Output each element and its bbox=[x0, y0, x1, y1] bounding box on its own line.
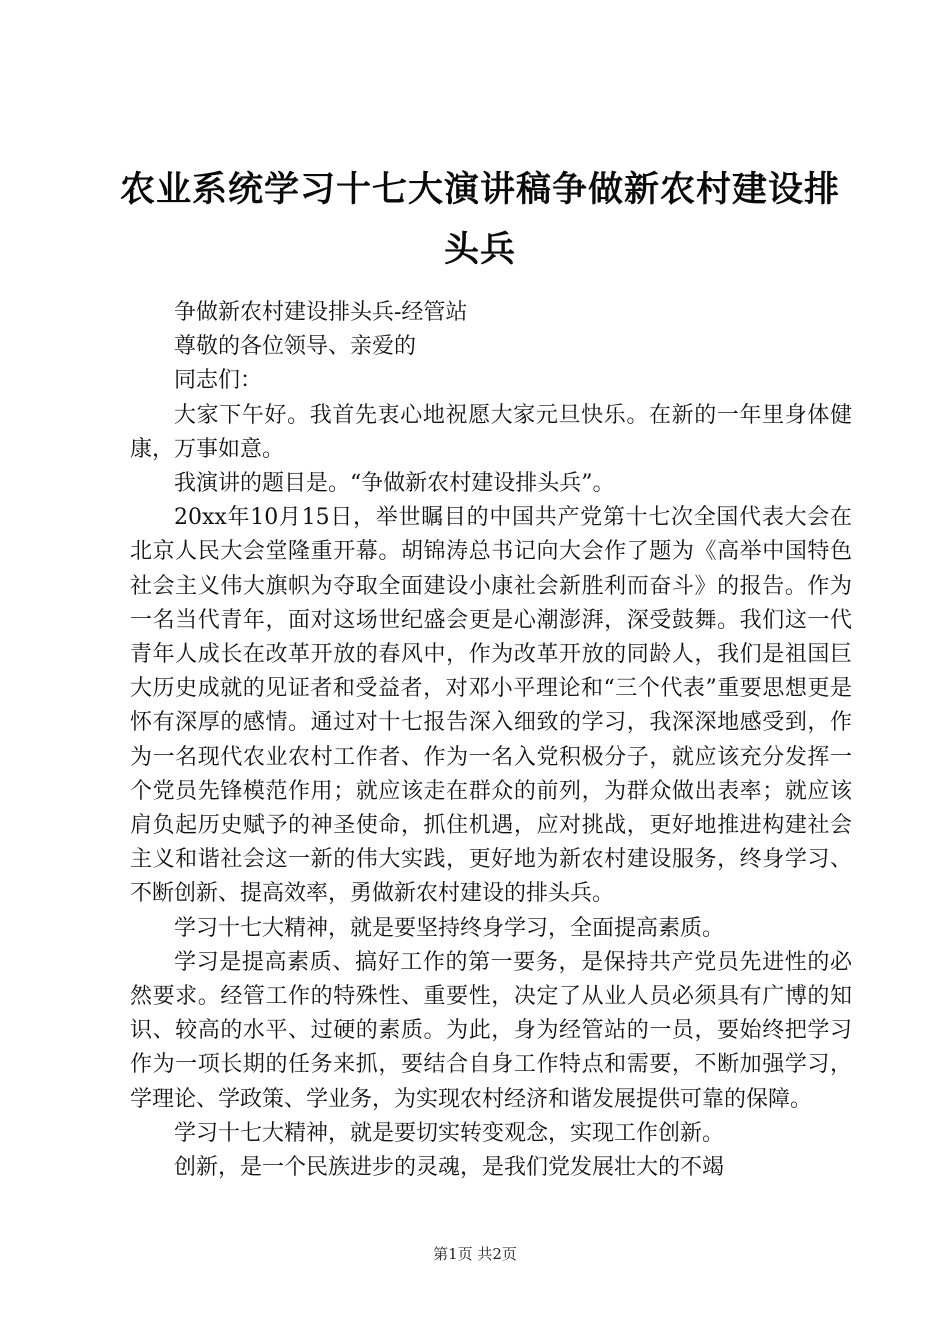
page-number-footer: 第1页 共2页 bbox=[433, 1245, 517, 1263]
paragraph: 学习是提高素质、搞好工作的第一要务，是保持共产党员先进性的必然要求。经管工作的特殊性、重要性，决定了从业人员必须具有广博的知识、较高的水平、过硬的素质。为此，身为经管站的一员，要始终把学习作为一项长期的任务来抓，要结合自身工作特点和需要，不断加强学习，学理论、学政策、学业务，为实现农村经济和谐发展提供可靠的保障。 bbox=[130, 949, 852, 1112]
paragraph: 20xx年10月15日，举世瞩目的中国共产党第十七次全国代表大会在北京人民大会堂隆重开幕。胡锦涛总书记向大会作了题为《高举中国特色社会主义伟大旗帜为夺取全面建设小康社会新胜利而奋斗》的报告。作为一名当代青年，面对这场世纪盛会更是心潮澎湃，深受鼓舞。我们这一代青年人成长在改革开放的春风中，作为改革开放的同龄人，我们是祖国巨大历史成就的见证者和受益者，对邓小平理论和“三个代表”重要思想更是怀有深厚的感情。通过对十七报告深入细致的学习，我深深地感受到，作为一名现代农业农村工作者、作为一名入党积极分子，就应该充分发挥一个党员先锋模范作用；就应该走在群众的前列，为群众做出表率；就应该肩负起历史赋予的神圣使命，抓住机遇，应对挑战，更好地推进构建社会主义和谐社会这一新的伟大实践，更好地为新农村建设服务，终身学习、不断创新、提高效率，勇做新农村建设的排头兵。 bbox=[130, 505, 852, 907]
paragraph: 争做新农村建设排头兵-经管站 bbox=[174, 300, 468, 325]
document-body bbox=[130, 296, 852, 1185]
paragraph: 学习十七大精神，就是要切实转变观念，实现工作创新。 bbox=[174, 1120, 725, 1146]
paragraph: 大家下午好。我首先衷心地祝愿大家元旦快乐。在新的一年里身体健康，万事如意。 bbox=[130, 402, 852, 462]
document-title: 农业系统学习十七大演讲稿争做新农村建设排头兵 bbox=[120, 170, 841, 270]
paragraph: 创新，是一个民族进步的灵魂，是我们党发展壮大的不竭 bbox=[174, 1155, 725, 1181]
paragraph: 学习十七大精神，就是要坚持终身学习，全面提高素质。 bbox=[174, 915, 725, 941]
paragraph: 同志们： bbox=[174, 368, 263, 394]
paragraph: 尊敬的各位领导、亲爱的 bbox=[174, 334, 417, 360]
paragraph: 我演讲的题目是。“争做新农村建设排头兵”。 bbox=[174, 471, 615, 497]
